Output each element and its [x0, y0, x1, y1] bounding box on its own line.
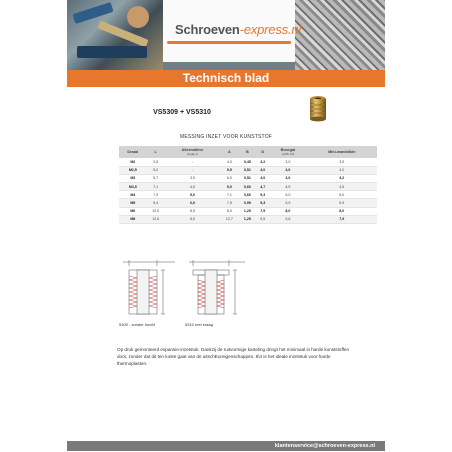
table-cell: 8,5 — [165, 215, 221, 223]
table-cell: - — [165, 158, 221, 166]
table-cell: 8,0 — [307, 207, 377, 215]
col-d: D — [256, 146, 269, 158]
table-cell: 0,66 — [238, 191, 256, 199]
table-cell: 12,7 — [220, 215, 238, 223]
table-cell: 9,5 — [256, 215, 269, 223]
table-cell: M8 — [119, 215, 147, 223]
tools-photo — [67, 0, 163, 70]
table-row — [119, 158, 377, 166]
table-cell: 4,5 — [165, 183, 221, 191]
table-cell: 3,2 — [256, 158, 269, 166]
table-cell: 3,5 — [147, 158, 165, 166]
table-cell: M5 — [119, 199, 147, 207]
table-cell: 7,9 — [307, 215, 377, 223]
table-cell: M3,5 — [119, 183, 147, 191]
brand-name: Schroeven — [175, 22, 240, 37]
table-cell: 0,66 — [238, 183, 256, 191]
brand-domain: -express.nl — [239, 22, 302, 37]
table-row — [119, 215, 377, 223]
table-cell: 12,6 — [147, 215, 165, 223]
brand-logo[interactable] — [175, 22, 301, 37]
table-cell: 5,0 — [220, 183, 238, 191]
table-cell: M3 — [119, 174, 147, 182]
table-cell: 5,7 — [147, 174, 165, 182]
table-cell: 5,0 — [165, 191, 221, 199]
table-cell: 4,5 — [269, 183, 306, 191]
drawing-5310 — [185, 258, 249, 320]
table-cell: 4,0 — [256, 174, 269, 182]
table-cell: 5,3 — [256, 191, 269, 199]
table-cell: 8,0 — [220, 207, 238, 215]
table-cell: 3,5 — [307, 158, 377, 166]
product-subtitle: MESSING INZET VOOR KUNSTSTOF — [179, 134, 273, 140]
table-cell: 4,0 — [307, 166, 377, 174]
table-cell: 9,6 — [269, 215, 306, 223]
title-bar — [67, 70, 385, 87]
table-cell: - — [165, 166, 221, 174]
table-header-row — [119, 146, 377, 158]
table-cell: 0,51 — [238, 166, 256, 174]
technical-sheet-page — [67, 0, 385, 452]
table-row — [119, 191, 377, 199]
caption-5310: 5310 met kraag — [185, 322, 213, 327]
table-cell: 4,5 — [307, 183, 377, 191]
table-cell: 5,0 — [147, 166, 165, 174]
col-a: A — [220, 146, 238, 158]
table-cell: 7,9 — [220, 199, 238, 207]
table-cell: 5,9 — [307, 199, 377, 207]
contact-email-link[interactable]: klantenservice@schroeven-express.nl — [274, 443, 375, 449]
table-cell: 5,5 — [220, 166, 238, 174]
col-draad: Draad — [119, 146, 147, 158]
spec-table — [119, 146, 377, 224]
table-cell: 9,4 — [147, 199, 165, 207]
table-cell: 1,25 — [238, 207, 256, 215]
product-description: Op druk gemonteerd expansie-inzetstuk. Dankzij de ruitvormige karteling dringt het minimaal in harde kunststoffen door, zonder dat dit ten koste gaat van de uitschEureigenschappen. 8\4 is het ideale inzetstuk voor harde thermoplasten. — [117, 347, 350, 366]
table-cell: M4 — [119, 191, 147, 199]
table-cell: 5,0 — [269, 191, 306, 199]
table-cell: 4,0 — [269, 166, 306, 174]
col-b: B — [238, 146, 256, 158]
table-row — [119, 166, 377, 174]
table-cell: 1,25 — [238, 215, 256, 223]
col-l: L — [147, 146, 165, 158]
table-row — [119, 183, 377, 191]
table-cell: 6,5 — [220, 174, 238, 182]
header-banner — [67, 0, 385, 70]
col-alternatieve: Alternatieve lengte H — [165, 146, 221, 158]
page-title: Technisch blad — [182, 71, 270, 85]
table-row — [119, 199, 377, 207]
table-cell: 4,0 — [220, 158, 238, 166]
table-cell: 3,5 — [165, 174, 221, 182]
table-cell: 4,0 — [256, 166, 269, 174]
table-cell: 3,0 — [269, 158, 306, 166]
table-cell: 0,51 — [238, 174, 256, 182]
product-code: VS5309 + VS5310 — [153, 109, 211, 116]
brass-insert-icon — [307, 95, 329, 123]
table-cell: 6,0 — [165, 199, 221, 207]
table-cell: 7,9 — [147, 191, 165, 199]
table-cell: 4,7 — [256, 183, 269, 191]
table-cell: M2 — [119, 158, 147, 166]
table-cell: 5,3 — [256, 199, 269, 207]
table-cell: 8,0 — [269, 207, 306, 215]
table-cell: 0,45 — [238, 158, 256, 166]
table-cell: 8,5 — [165, 207, 221, 215]
logo-underline — [167, 41, 291, 44]
table-row — [119, 207, 377, 215]
screws-photo — [295, 0, 385, 70]
table-row — [119, 174, 377, 182]
table-cell: 5,9 — [269, 199, 306, 207]
table-cell: M2,5 — [119, 166, 147, 174]
col-mini-wanddikte: Mini-wanddikte — [307, 146, 377, 158]
table-cell: 12,0 — [147, 207, 165, 215]
caption-5309: 5309 - zonder hoofd — [119, 322, 155, 327]
col-boorgat: Boorgat +0,05 -0,0 — [269, 146, 306, 158]
footer-bar — [67, 441, 385, 451]
table-cell: 5,0 — [307, 191, 377, 199]
drawing-5309 — [119, 258, 179, 320]
table-cell: 4,0 — [269, 174, 306, 182]
table-cell: 3,2 — [307, 174, 377, 182]
table-cell: 0,99 — [238, 199, 256, 207]
table-cell: M6 — [119, 207, 147, 215]
table-cell: 7,9 — [256, 207, 269, 215]
table-cell: 7,1 — [147, 183, 165, 191]
table-cell: 7,1 — [220, 191, 238, 199]
